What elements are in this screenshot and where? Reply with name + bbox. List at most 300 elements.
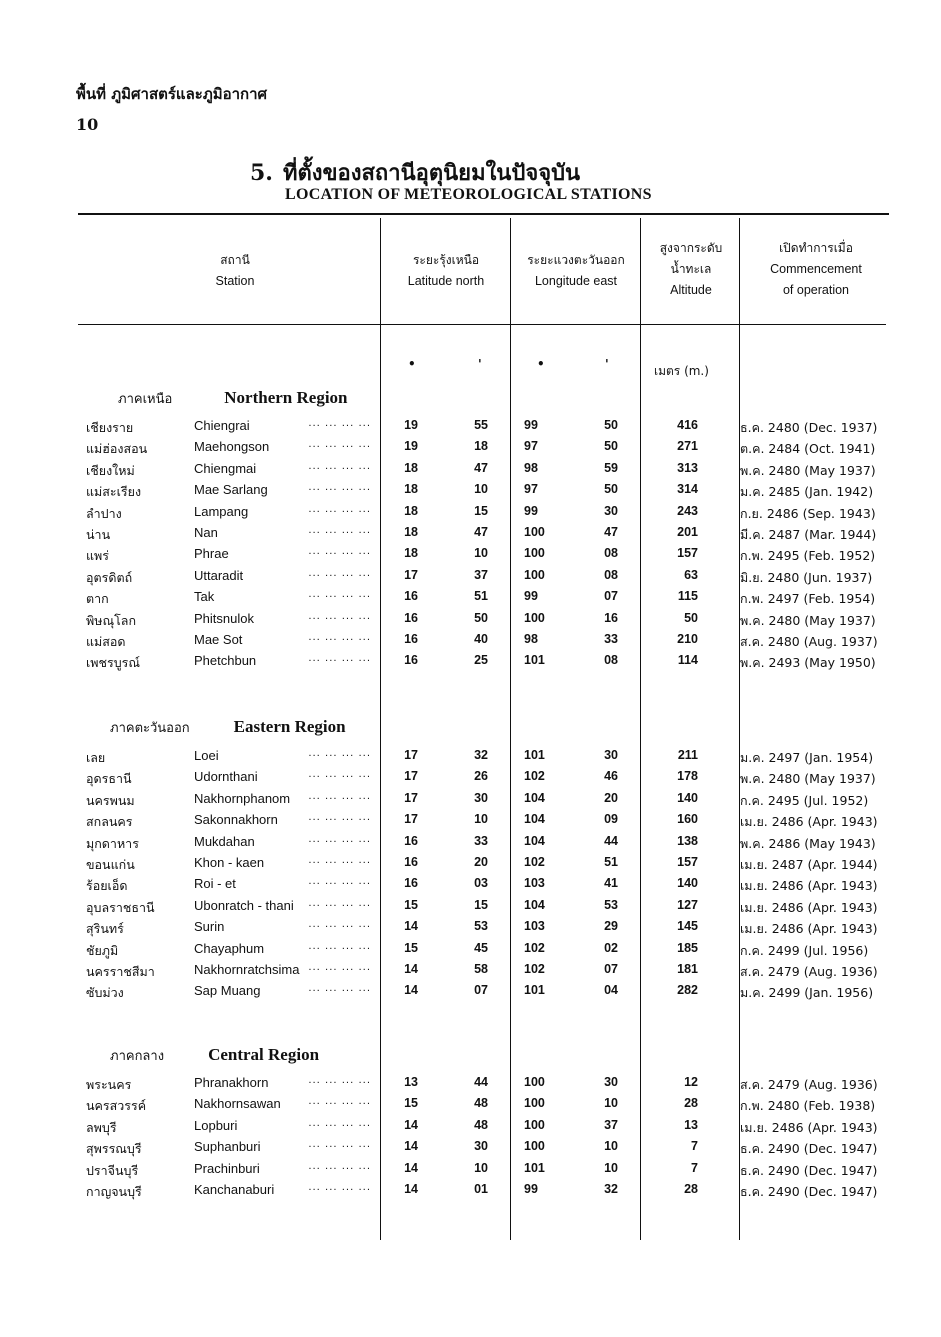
longitude-minutes: 50 [604, 439, 618, 454]
altitude-value: 28 [684, 1182, 698, 1196]
table-title-thai-text: ที่ตั้งของสถานีอุตุนิยมในปัจจุบัน [282, 160, 581, 186]
station-name-english: Mukdahan [194, 833, 255, 849]
longitude-minutes: 16 [604, 610, 618, 625]
longitude-minutes: 10 [604, 1096, 618, 1111]
leader-dots: ... ... ... ... [308, 1160, 371, 1172]
table-row [0, 983, 941, 1004]
longitude-minutes: 04 [604, 983, 618, 998]
table-row [0, 834, 941, 855]
altitude-value: 127 [677, 897, 698, 912]
table-row [0, 898, 941, 919]
table-row [0, 876, 941, 897]
longitude-degrees: 102 [524, 769, 545, 784]
longitude-degrees: 101 [524, 1160, 545, 1175]
longitude-minutes: 53 [604, 897, 618, 912]
latitude-minutes: 01 [474, 1182, 488, 1196]
altitude-value: 314 [677, 482, 698, 497]
latitude-minutes: 25 [474, 653, 488, 668]
leader-dots: ... ... ... ... [308, 1117, 371, 1129]
longitude-minutes: 29 [604, 919, 618, 934]
commencement-date: ก.พ. 2497 (Feb. 1954) [740, 591, 876, 607]
header-bottom-rule [78, 324, 886, 325]
longitude-minutes: 33 [604, 632, 618, 646]
header-altitude-english: Altitude [670, 283, 712, 297]
region-name-thai: ภาคกลาง [110, 1049, 165, 1064]
table-row [0, 418, 941, 439]
table-row [0, 653, 941, 674]
commencement-date: พ.ค. 2480 (May 1937) [740, 771, 876, 787]
longitude-minutes: 10 [604, 1139, 618, 1154]
table-row [0, 482, 941, 503]
latitude-degrees: 17 [404, 769, 418, 784]
latitude-degrees: 19 [404, 418, 418, 432]
altitude-value: 7 [691, 1160, 698, 1175]
longitude-minutes: 41 [604, 876, 618, 891]
station-name-thai: เชียงใหม่ [86, 462, 135, 478]
header-longitude-thai: ระยะแวงตะวันออก [527, 253, 625, 267]
longitude-minutes: 09 [604, 812, 618, 827]
longitude-degrees: 97 [524, 439, 538, 454]
latitude-degrees: 18 [404, 546, 418, 561]
altitude-value: 271 [677, 439, 698, 454]
leader-dots: ... ... ... ... [308, 482, 371, 494]
leader-dots: ... ... ... ... [308, 589, 371, 601]
header-station [170, 250, 300, 292]
altitude-value: 243 [677, 503, 698, 518]
leader-dots: ... ... ... ... [308, 567, 371, 579]
leader-dots: ... ... ... ... [308, 876, 371, 888]
latitude-minutes: 10 [474, 546, 488, 561]
longitude-degrees: 101 [524, 983, 545, 998]
unit-lat-degrees: • [408, 357, 416, 371]
latitude-degrees: 14 [404, 919, 418, 934]
station-name-thai: พระนคร [86, 1077, 132, 1092]
latitude-minutes: 48 [474, 1096, 488, 1111]
region-name-english: Northern Region [224, 388, 348, 407]
table-row [0, 1182, 941, 1203]
leader-dots: ... ... ... ... [308, 610, 371, 622]
altitude-value: 13 [684, 1117, 698, 1132]
latitude-degrees: 17 [404, 812, 418, 827]
station-name-thai: นครพนม [86, 792, 135, 808]
longitude-degrees: 98 [524, 632, 538, 646]
table-row [0, 941, 941, 962]
station-name-english: Lampang [194, 503, 249, 519]
station-name-english: Chiengrai [194, 418, 250, 433]
latitude-degrees: 16 [404, 653, 418, 668]
station-name-english: Kanchanaburi [194, 1182, 275, 1197]
latitude-minutes: 45 [474, 940, 488, 955]
station-name-english: Uttaradit [194, 567, 244, 583]
latitude-minutes: 26 [474, 769, 488, 784]
commencement-date: ม.ค. 2497 (Jan. 1954) [740, 750, 874, 765]
table-row [0, 1139, 941, 1160]
longitude-degrees: 100 [524, 610, 545, 625]
station-name-english: Sakonnakhorn [194, 812, 278, 828]
station-name-thai: ร้อยเอ็ด [86, 878, 128, 894]
station-name-english: Phrae [194, 546, 229, 562]
station-name-thai: นครสวรรค์ [86, 1098, 147, 1114]
station-name-english: Roi - et [194, 876, 236, 892]
station-name-thai: ซับม่วง [86, 985, 124, 1001]
commencement-date: ก.พ. 2495 (Feb. 1952) [740, 548, 876, 564]
leader-dots: ... ... ... ... [308, 812, 371, 824]
altitude-value: 157 [677, 546, 698, 561]
header-altitude-thai-1: สูงจากระดับ [659, 241, 723, 255]
leader-dots: ... ... ... ... [308, 418, 371, 429]
header-station-english: Station [215, 274, 255, 288]
table-row [0, 962, 941, 983]
latitude-degrees: 15 [404, 940, 418, 955]
leader-dots: ... ... ... ... [308, 897, 371, 909]
station-name-thai: ชัยภูมิ [86, 942, 119, 958]
latitude-minutes: 03 [474, 876, 488, 891]
station-name-thai: แม่ฮ่องสอน [86, 441, 148, 457]
latitude-minutes: 32 [474, 748, 488, 762]
longitude-minutes: 47 [604, 525, 618, 539]
longitude-degrees: 100 [524, 1096, 545, 1111]
commencement-date: เม.ย. 2486 (Apr. 1943) [740, 878, 878, 894]
header-station-thai: สถานี [220, 253, 250, 267]
leader-dots: ... ... ... ... [308, 769, 371, 781]
table-row [0, 439, 941, 460]
page-number: 10 [76, 115, 99, 134]
commencement-date: ม.ค. 2499 (Jan. 1956) [740, 985, 874, 1001]
commencement-date: ธ.ค. 2490 (Dec. 1947) [740, 1162, 878, 1178]
commencement-date: พ.ค. 2480 (May 1937) [740, 462, 876, 478]
latitude-degrees: 18 [404, 482, 418, 497]
leader-dots: ... ... ... ... [308, 1096, 371, 1108]
longitude-degrees: 100 [524, 525, 545, 539]
longitude-degrees: 99 [524, 1182, 538, 1196]
leader-dots: ... ... ... ... [308, 653, 371, 665]
altitude-value: 313 [677, 460, 698, 475]
table-row [0, 855, 941, 876]
longitude-degrees: 100 [524, 567, 545, 582]
longitude-minutes: 30 [604, 748, 618, 762]
station-name-english: Suphanburi [194, 1139, 261, 1155]
leader-dots: ... ... ... ... [308, 1075, 371, 1086]
leader-dots: ... ... ... ... [308, 1182, 371, 1193]
table-row [0, 919, 941, 940]
table-row [0, 791, 941, 812]
commencement-date: เม.ย. 2486 (Apr. 1943) [740, 1119, 878, 1135]
station-name-thai: ลำปาง [86, 505, 122, 521]
station-name-english: Tak [194, 589, 215, 605]
altitude-value: 181 [677, 962, 698, 976]
longitude-minutes: 30 [604, 503, 618, 518]
latitude-degrees: 14 [404, 1117, 418, 1132]
commencement-date: พ.ค. 2480 (May 1937) [740, 612, 876, 628]
longitude-minutes: 44 [604, 833, 618, 848]
altitude-value: 145 [677, 919, 698, 934]
commencement-date: ธ.ค. 2480 (Dec. 1937) [740, 420, 878, 435]
longitude-minutes: 59 [604, 460, 618, 475]
station-name-thai: มุกดาหาร [86, 835, 139, 851]
latitude-degrees: 16 [404, 632, 418, 646]
station-name-english: Khon - kaen [194, 855, 265, 870]
header-commencement-thai: เปิดทำการเมื่อ [779, 241, 853, 255]
latitude-degrees: 18 [404, 503, 418, 518]
station-name-thai: นครราชสีมา [86, 964, 155, 979]
altitude-value: 138 [677, 833, 698, 848]
station-name-english: Nakhornratchsima [194, 962, 300, 977]
header-longitude [512, 250, 640, 292]
longitude-minutes: 08 [604, 653, 618, 668]
latitude-degrees: 16 [404, 610, 418, 625]
station-name-thai: อุตรดิตถ์ [86, 569, 133, 585]
header-latitude-english: Latitude north [407, 274, 485, 288]
latitude-minutes: 47 [474, 460, 488, 475]
region-name-english: Eastern Region [233, 717, 346, 736]
leader-dots: ... ... ... ... [308, 632, 371, 643]
latitude-degrees: 19 [404, 439, 418, 454]
latitude-minutes: 15 [474, 503, 488, 518]
longitude-minutes: 10 [604, 1160, 618, 1175]
longitude-degrees: 104 [524, 833, 545, 848]
altitude-value: 50 [684, 610, 698, 625]
table-row [0, 546, 941, 567]
station-name-thai: เพชรบูรณ์ [86, 655, 140, 671]
commencement-date: เม.ย. 2487 (Apr. 1944) [740, 857, 878, 872]
longitude-degrees: 100 [524, 1117, 545, 1132]
longitude-degrees: 99 [524, 503, 538, 518]
longitude-degrees: 99 [524, 418, 538, 432]
longitude-minutes: 02 [604, 940, 618, 955]
longitude-degrees: 100 [524, 1075, 545, 1089]
station-name-thai: แม่สอด [86, 634, 126, 649]
commencement-date: ส.ค. 2479 (Aug. 1936) [740, 964, 878, 979]
altitude-value: 157 [677, 855, 698, 869]
latitude-minutes: 10 [474, 812, 488, 827]
header-commencement [741, 238, 891, 301]
commencement-date: เม.ย. 2486 (Apr. 1943) [740, 921, 878, 937]
table-row [0, 1161, 941, 1182]
latitude-minutes: 53 [474, 919, 488, 934]
leader-dots: ... ... ... ... [308, 833, 371, 845]
commencement-date: ก.พ. 2480 (Feb. 1938) [740, 1098, 876, 1114]
longitude-minutes: 08 [604, 567, 618, 582]
table-row [0, 461, 941, 482]
leader-dots: ... ... ... ... [308, 460, 371, 472]
longitude-degrees: 102 [524, 855, 545, 869]
latitude-minutes: 15 [474, 897, 488, 912]
longitude-degrees: 100 [524, 546, 545, 561]
station-name-english: Sap Muang [194, 983, 261, 999]
table-title-english: LOCATION OF METEOROLOGICAL STATIONS [285, 186, 652, 203]
latitude-degrees: 17 [404, 748, 418, 762]
region-heading [118, 388, 348, 409]
table-number: 5. [250, 160, 273, 186]
latitude-degrees: 15 [404, 897, 418, 912]
station-name-english: Nakhornsawan [194, 1096, 281, 1112]
running-head: พื้นที่ ภูมิศาสตร์และภูมิอากาศ [76, 85, 268, 103]
altitude-value: 114 [677, 653, 698, 668]
leader-dots: ... ... ... ... [308, 919, 371, 931]
altitude-value: 201 [677, 525, 698, 539]
latitude-minutes: 47 [474, 525, 488, 539]
altitude-value: 12 [684, 1075, 698, 1089]
region-name-english: Central Region [208, 1045, 320, 1064]
table-row [0, 748, 941, 769]
table-row [0, 812, 941, 833]
station-name-thai: อุดรธานี [86, 771, 132, 787]
station-name-thai: ปราจีนบุรี [86, 1162, 139, 1178]
station-name-english: Phitsnulok [194, 610, 254, 626]
table-row [0, 611, 941, 632]
latitude-minutes: 10 [474, 1160, 488, 1175]
latitude-minutes: 44 [474, 1075, 488, 1089]
latitude-minutes: 58 [474, 962, 488, 976]
commencement-date: มี.ค. 2487 (Mar. 1944) [740, 527, 877, 542]
station-name-thai: น่าน [86, 527, 111, 542]
leader-dots: ... ... ... ... [308, 962, 371, 973]
top-rule [78, 213, 889, 215]
table-row [0, 632, 941, 653]
longitude-minutes: 07 [604, 589, 618, 604]
header-longitude-english: Longitude east [534, 274, 617, 288]
altitude-value: 115 [677, 589, 698, 604]
latitude-degrees: 14 [404, 1160, 418, 1175]
altitude-value: 28 [684, 1096, 698, 1111]
leader-dots: ... ... ... ... [308, 855, 371, 866]
table-row [0, 568, 941, 589]
latitude-minutes: 18 [474, 439, 488, 454]
station-name-thai: แพร่ [86, 548, 110, 564]
longitude-degrees: 102 [524, 940, 545, 955]
region-heading [110, 717, 346, 738]
station-name-english: Phranakhorn [194, 1075, 269, 1090]
latitude-degrees: 18 [404, 525, 418, 539]
station-name-english: Ubonratch - thani [194, 897, 294, 913]
longitude-minutes: 20 [604, 790, 618, 805]
commencement-date: ส.ค. 2480 (Aug. 1937) [740, 634, 878, 649]
altitude-value: 210 [677, 632, 698, 646]
longitude-degrees: 99 [524, 589, 538, 604]
unit-lon-minutes: ' [605, 357, 609, 371]
latitude-minutes: 50 [474, 610, 488, 625]
station-name-thai: เชียงราย [86, 420, 134, 435]
latitude-degrees: 15 [404, 1096, 418, 1111]
longitude-degrees: 104 [524, 812, 545, 827]
header-altitude-thai-2: น้ำทะเล [670, 262, 712, 276]
altitude-value: 160 [677, 812, 698, 827]
altitude-value: 140 [677, 790, 698, 805]
header-latitude-thai: ระยะรุ้งเหนือ [412, 253, 480, 267]
station-name-english: Prachinburi [194, 1160, 260, 1176]
commencement-date: ก.ค. 2495 (Jul. 1952) [740, 792, 869, 808]
latitude-degrees: 14 [404, 983, 418, 998]
latitude-degrees: 17 [404, 567, 418, 582]
longitude-minutes: 30 [604, 1075, 618, 1089]
leader-dots: ... ... ... ... [308, 940, 371, 952]
latitude-minutes: 37 [474, 567, 488, 582]
longitude-minutes: 46 [604, 769, 618, 784]
altitude-value: 416 [677, 418, 698, 432]
leader-dots: ... ... ... ... [308, 503, 371, 515]
longitude-minutes: 50 [604, 482, 618, 497]
table-row [0, 1075, 941, 1096]
station-name-thai: สุพรรณบุรี [86, 1141, 142, 1157]
leader-dots: ... ... ... ... [308, 1139, 371, 1151]
station-name-thai: สุรินทร์ [86, 921, 124, 937]
station-name-english: Surin [194, 919, 225, 935]
unit-lon-degrees: • [537, 357, 545, 371]
region-name-thai: ภาคเหนือ [118, 392, 173, 407]
station-name-english: Lopburi [194, 1117, 238, 1133]
commencement-date: ก.ค. 2499 (Jul. 1956) [740, 942, 869, 958]
latitude-minutes: 20 [474, 855, 488, 869]
latitude-degrees: 14 [404, 1182, 418, 1196]
station-name-thai: เลย [86, 750, 106, 765]
station-name-thai: ลพบุรี [86, 1119, 117, 1135]
latitude-minutes: 40 [474, 632, 488, 646]
header-latitude [382, 250, 510, 292]
commencement-date: ต.ค. 2484 (Oct. 1941) [740, 441, 876, 457]
longitude-degrees: 101 [524, 653, 545, 668]
station-name-thai: ขอนแก่น [86, 857, 135, 872]
longitude-minutes: 32 [604, 1182, 618, 1196]
latitude-minutes: 10 [474, 482, 488, 497]
station-name-thai: อุบลราชธานี [86, 899, 155, 915]
longitude-degrees: 103 [524, 919, 545, 934]
station-name-thai: กาญจนบุรี [86, 1184, 142, 1199]
latitude-degrees: 16 [404, 589, 418, 604]
station-name-english: Loei [194, 748, 219, 763]
station-name-english: Chiengmai [194, 460, 257, 476]
station-name-english: Maehongson [194, 439, 270, 455]
leader-dots: ... ... ... ... [308, 983, 371, 995]
commencement-date: เม.ย. 2486 (Apr. 1943) [740, 814, 878, 830]
table-row [0, 525, 941, 546]
commencement-date: ธ.ค. 2490 (Dec. 1947) [740, 1141, 878, 1157]
station-name-english: Mae Sot [194, 632, 243, 647]
station-name-english: Udornthani [194, 769, 258, 785]
station-name-thai: สกลนคร [86, 814, 133, 830]
longitude-degrees: 104 [524, 897, 545, 912]
commencement-date: ธ.ค. 2490 (Dec. 1947) [740, 1184, 878, 1199]
longitude-minutes: 37 [604, 1117, 618, 1132]
altitude-value: 140 [677, 876, 698, 891]
latitude-degrees: 16 [404, 855, 418, 869]
commencement-date: ส.ค. 2479 (Aug. 1936) [740, 1077, 878, 1092]
longitude-degrees: 101 [524, 748, 545, 762]
leader-dots: ... ... ... ... [308, 790, 371, 802]
station-name-thai: แม่สะเรียง [86, 484, 142, 500]
longitude-degrees: 100 [524, 1139, 545, 1154]
table-row [0, 1118, 941, 1139]
latitude-minutes: 48 [474, 1117, 488, 1132]
table-row [0, 504, 941, 525]
commencement-date: พ.ค. 2486 (May 1943) [740, 835, 876, 851]
longitude-degrees: 97 [524, 482, 538, 497]
station-name-thai: พิษณุโลก [86, 612, 137, 628]
altitude-value: 185 [677, 940, 698, 955]
longitude-minutes: 07 [604, 962, 618, 976]
leader-dots: ... ... ... ... [308, 525, 371, 536]
latitude-minutes: 55 [474, 418, 488, 432]
station-name-english: Nan [194, 525, 218, 540]
leader-dots: ... ... ... ... [308, 546, 371, 558]
latitude-degrees: 14 [404, 962, 418, 976]
latitude-minutes: 30 [474, 790, 488, 805]
altitude-value: 282 [677, 983, 698, 998]
longitude-minutes: 51 [604, 855, 618, 869]
longitude-degrees: 102 [524, 962, 545, 976]
latitude-minutes: 51 [474, 589, 488, 604]
header-commencement-english-2: of operation [782, 283, 850, 297]
unit-altitude: เมตร (m.) [654, 364, 709, 378]
